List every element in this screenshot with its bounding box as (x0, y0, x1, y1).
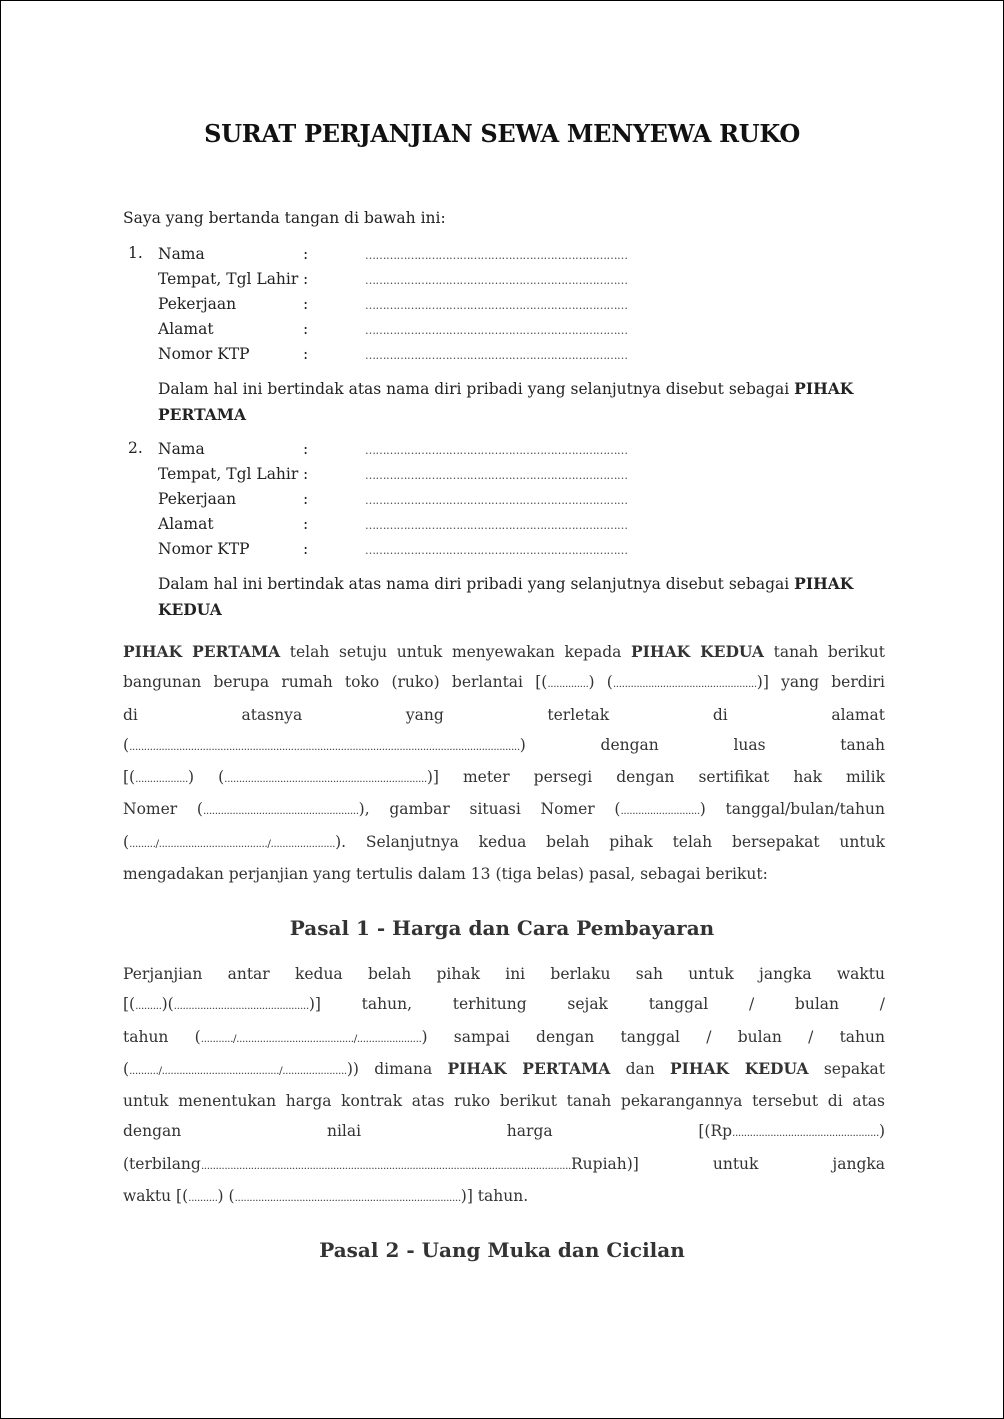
field-value: ………………………………………………………………… (365, 494, 628, 507)
text: ( (123, 832, 130, 851)
blank-dots: ................................................. (612, 678, 757, 691)
field-label: Alamat (158, 320, 214, 338)
field-label: Nama (158, 245, 205, 263)
bold-text: PIHAK PERTAMA (123, 642, 281, 661)
blank-dots: ........../......................................../...................... (129, 1064, 347, 1077)
blank-dots: .............................................. (173, 1000, 309, 1013)
bold-text: PIHAK PERTAMA (447, 1058, 611, 1078)
text: ) ( (188, 768, 225, 787)
field-value: ………………………………………………………………… (365, 274, 628, 287)
text: ) tanggal/bulan/tahun (699, 800, 885, 819)
blank-dots: ........./...................................../...................... (129, 837, 336, 850)
text: )] tahun. (460, 1187, 529, 1206)
field-label: Nomor KTP (158, 345, 250, 363)
text: sepakat (823, 1059, 885, 1078)
field-colon: : (303, 465, 309, 483)
field-colon: : (303, 440, 309, 458)
text: ) sampai dengan tanggal / bulan / tahun (421, 1027, 885, 1046)
text: tahun ( (123, 1027, 201, 1046)
text: )( (161, 995, 174, 1014)
text: dan (625, 1059, 655, 1078)
text: ) (878, 1122, 885, 1141)
field-value: ………………………………………………………………… (365, 324, 628, 337)
text: ( (123, 1059, 130, 1078)
party-1-statement (158, 376, 858, 428)
para-line (123, 989, 885, 1021)
text: )] yang berdiri (756, 673, 886, 692)
blank-dots: .........../......................................../...................... (200, 1032, 422, 1045)
para-line (123, 1054, 885, 1086)
para-line: Perjanjian antar kedua belah pihak ini berlaku sah untuk jangka waktu (123, 965, 885, 983)
document-title: SURAT PERJANJIAN SEWA MENYEWA RUKO (204, 119, 800, 148)
para-line (123, 762, 885, 794)
para-line (123, 1181, 885, 1213)
blank-dots: ............................................................................. (234, 1192, 461, 1205)
text: bangunan berupa rumah toko (ruko) berlantai [( (123, 673, 548, 692)
field-value: ………………………………………………………………… (365, 249, 628, 262)
para-line (123, 794, 885, 826)
field-label: Pekerjaan (158, 295, 237, 313)
field-colon: : (303, 345, 309, 363)
field-value: ………………………………………………………………… (365, 299, 628, 312)
text: )] meter persegi dengan sertifikat hak milik (426, 768, 885, 787)
statement-role-2: KEDUA (158, 600, 222, 619)
para-line: untuk menentukan harga kontrak atas ruko berikut tanah pekarangannya tersebut di atas (123, 1092, 885, 1111)
statement-text: Dalam hal ini bertindak atas nama diri pribadi yang selanjutnya disebut sebagai (158, 575, 790, 593)
text: (terbilang (123, 1154, 201, 1173)
blank-dots: .................. (135, 773, 188, 786)
text: ). Selanjutnya kedua belah pihak telah bersepakat untuk (335, 832, 885, 851)
para-line (123, 667, 885, 699)
para-line: mengadakan perjanjian yang tertulis dalam 13 (tiga belas) pasal, sebagai berikut: (123, 865, 768, 884)
blank-dots: ......... (135, 1000, 162, 1013)
text: ), gambar situasi Nomer ( (358, 800, 621, 819)
blank-dots: ..................................................... (202, 805, 359, 818)
party-2-statement (158, 571, 858, 623)
text: [( (123, 768, 136, 787)
text: waktu [( (123, 1187, 189, 1206)
field-colon: : (303, 320, 309, 338)
field-colon: : (303, 245, 309, 263)
text: ( (123, 735, 130, 754)
field-label: Alamat (158, 515, 214, 533)
statement-text: Dalam hal ini bertindak atas nama diri pribadi yang selanjutnya disebut sebagai (158, 380, 790, 398)
statement-role-1: PIHAK (794, 574, 854, 593)
para-line (123, 1022, 885, 1054)
blank-dots: ..................................................................................................................................... (129, 740, 520, 753)
party-2-number: 2. (128, 439, 143, 457)
para-line (123, 1149, 885, 1181)
text: Rupiah)] untuk jangka (571, 1154, 885, 1173)
pasal-1-paragraph (123, 959, 885, 1213)
agreement-paragraph (123, 637, 885, 889)
text: )) dimana (346, 1059, 433, 1078)
statement-role-2: PERTAMA (158, 405, 246, 424)
blank-dots: .................................................. (732, 1127, 879, 1140)
text: ) ( (588, 673, 613, 692)
text: )] tahun, terhitung sejak tanggal / bulan / (308, 995, 885, 1014)
blank-dots: ..................................................................... (224, 773, 427, 786)
statement-role-1: PIHAK (794, 379, 854, 398)
text: telah setuju untuk menyewakan kepada (289, 643, 622, 661)
field-label: Pekerjaan (158, 490, 237, 508)
bold-text: PIHAK KEDUA (669, 1058, 809, 1078)
para-line (123, 1116, 885, 1148)
field-colon: : (303, 490, 309, 508)
field-colon: : (303, 540, 309, 558)
field-value: ………………………………………………………………… (365, 349, 628, 362)
para-line (123, 827, 885, 859)
para-line: di atasnya yang terletak di alamat (123, 705, 885, 724)
field-value: ………………………………………………………………… (365, 544, 628, 557)
field-value: ………………………………………………………………… (365, 519, 628, 532)
text: [( (123, 995, 136, 1014)
pasal-2-heading: Pasal 2 - Uang Muka dan Cicilan (319, 1238, 685, 1262)
blank-dots: ........................... (620, 805, 700, 818)
blank-dots: .......... (188, 1192, 218, 1205)
text: ) dengan luas tanah (519, 735, 885, 754)
party-1-number: 1. (128, 244, 143, 262)
pasal-1-heading: Pasal 1 - Harga dan Cara Pembayaran (289, 916, 715, 940)
text: ) ( (217, 1187, 235, 1206)
text: Nomer ( (123, 800, 203, 819)
field-label: Tempat, Tgl Lahir (158, 270, 299, 288)
blank-dots: .............. (547, 678, 589, 691)
intro-text: Saya yang bertanda tangan di bawah ini: (123, 209, 446, 227)
field-colon: : (303, 515, 309, 533)
field-label: Nomor KTP (158, 540, 250, 558)
field-value: ………………………………………………………………… (365, 444, 628, 457)
field-label: Tempat, Tgl Lahir (158, 465, 299, 483)
para-line (123, 637, 885, 667)
para-line (123, 730, 885, 762)
blank-dots: .............................................................................................................................. (200, 1159, 571, 1172)
field-value: ………………………………………………………………… (365, 469, 628, 482)
field-colon: : (303, 295, 309, 313)
field-label: Nama (158, 440, 205, 458)
field-colon: : (303, 270, 309, 288)
text: dengan nilai harga [(Rp (123, 1122, 733, 1141)
bold-text: PIHAK KEDUA (631, 642, 764, 661)
text: tanah berikut (773, 643, 885, 661)
